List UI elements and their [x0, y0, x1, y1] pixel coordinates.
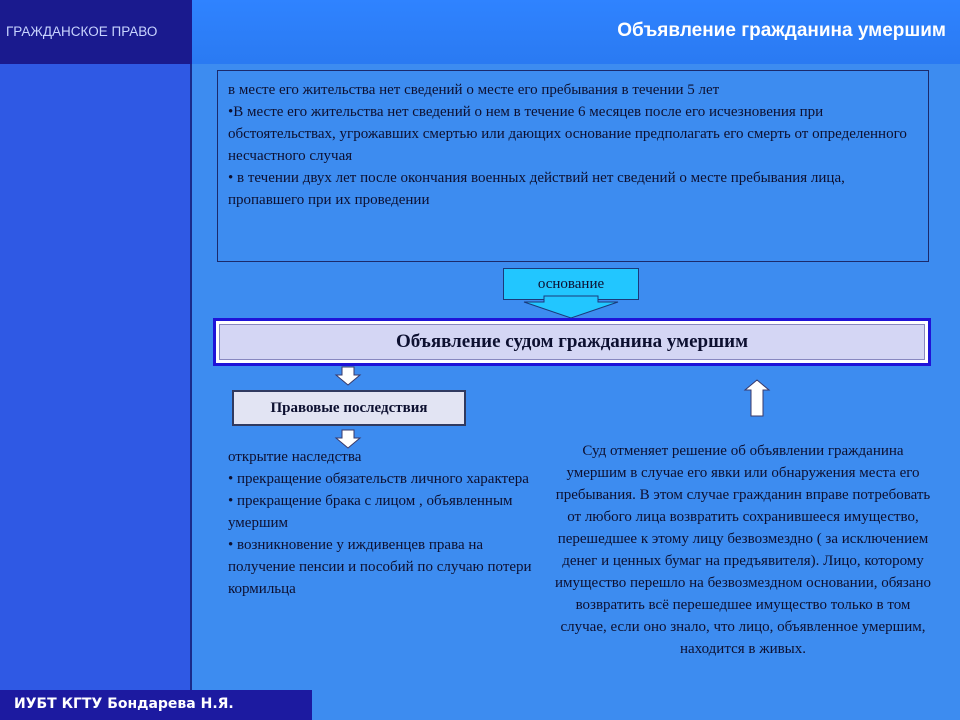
footer-bar — [0, 690, 312, 720]
main-decision-label: Объявление судом гражданина умершим — [219, 324, 925, 360]
consequences-list — [228, 446, 552, 600]
up-arrow-annulment — [745, 380, 769, 416]
annulment-text: Суд отменяет решение об объявлении гражданина умершим в случае его явки или обнаружения места его пребывания. В этом случае гражданин вправе потребовать от любого лица возвратить сохранившееся имущество, перешедшее к этому лицу безвозмездно ( за исключением денег и ценных бумаг на предъявителя). Лицо, которому имущество перешло на безвозмездном основании, обязано возвратить всё перешедшее имущество только в том случае, если оно знало, что лицо, объявленное умершим, находится в живых. — [554, 443, 932, 657]
left-sidebar — [0, 0, 192, 720]
consequence-item: открытие наследства — [228, 449, 362, 465]
consequence-item: • возникновение у иждивенцев права на получение пенсии и пособий по случаю потери кормильца — [228, 537, 532, 597]
conditions-box — [217, 70, 929, 262]
condition-item: • в течении двух лет после окончания военных действий нет сведений о месте пребывания лица, пропавшего при их проведении — [228, 170, 845, 208]
basis-label: основание — [503, 268, 639, 300]
condition-item: в месте его жительства нет сведений о месте его пребывания в течении 5 лет — [228, 82, 720, 98]
consequence-item: • прекращение брака с лицом , объявленным умершим — [228, 493, 513, 531]
title-bar — [192, 0, 960, 64]
consequence-item: • прекращение обязательств личного характера — [228, 471, 529, 487]
annulment-text-block — [552, 440, 934, 660]
condition-item: •В месте его жительства нет сведений о нем в течение 6 месяцев после его исчезновения при обстоятельствах, угрожавших смертью или дающих основание предполагать его смерть от определенного несчастного случая — [228, 104, 907, 164]
consequences-label: Правовые последствия — [232, 390, 466, 426]
down-arrow-consequences — [336, 367, 360, 385]
down-arrow-basis — [524, 296, 618, 318]
slide-title: Объявление гражданина умершим — [617, 20, 946, 41]
author-credit: ИУБТ КГТУ Бондарева Н.Я. — [14, 696, 234, 712]
subject-label: ГРАЖДАНСКОЕ ПРАВО — [6, 24, 158, 39]
corner-block — [0, 0, 192, 64]
main-decision-box — [213, 318, 931, 366]
